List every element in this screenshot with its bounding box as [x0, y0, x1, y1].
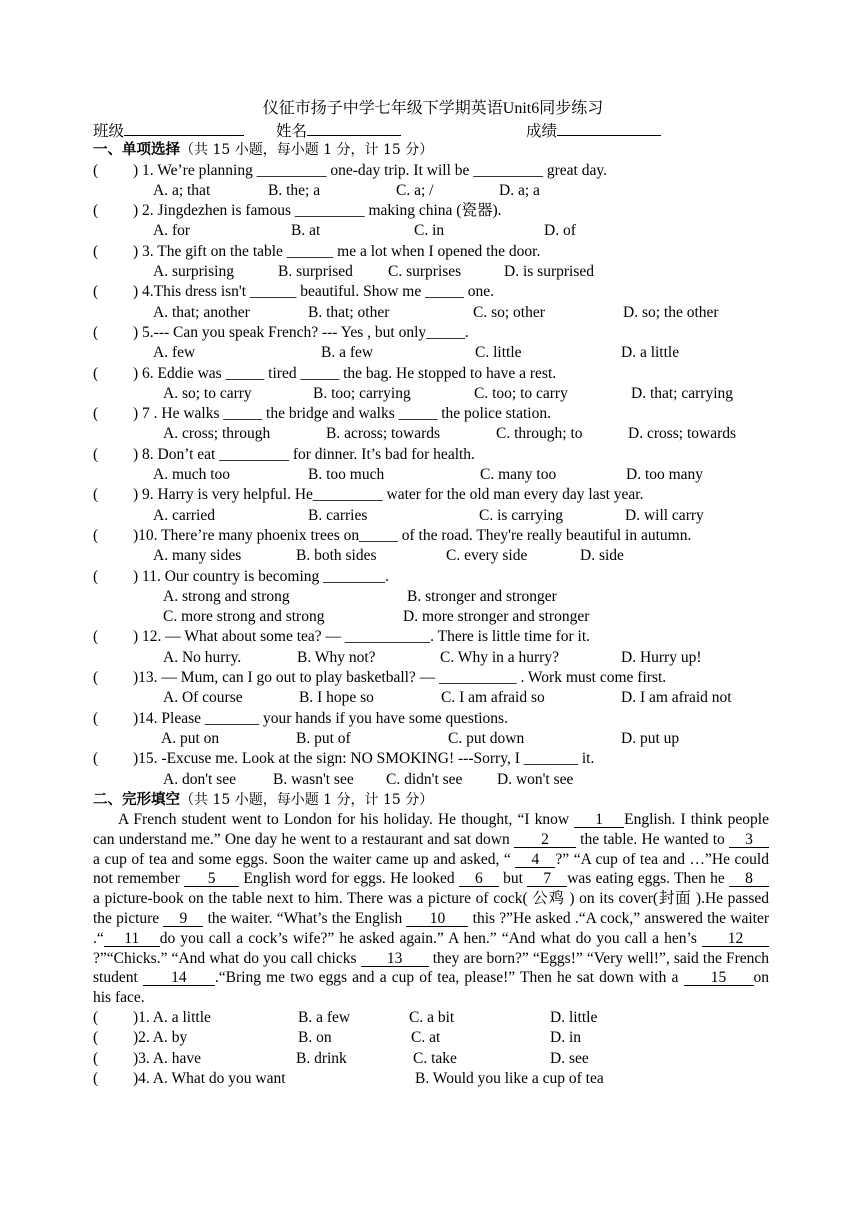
option-b: B. surprised — [278, 263, 353, 281]
cloze-option-a: )1. A. a little — [133, 1009, 211, 1027]
student-info-row — [93, 120, 773, 140]
options-row — [93, 465, 773, 485]
options-row — [93, 688, 773, 708]
answer-bracket[interactable]: ( — [93, 750, 99, 768]
option-d: D. more stronger and stronger — [403, 608, 590, 626]
question-stem: ) 9. Harry is very helpful. He_________ water for the old man every day last year. — [133, 486, 644, 504]
answer-bracket[interactable]: ( — [93, 1049, 99, 1067]
option-d: D. cross; towards — [628, 425, 737, 443]
question-8 — [93, 445, 773, 465]
options-row — [93, 506, 773, 526]
option-c: C. a; / — [396, 181, 434, 199]
question-stem: ) 11. Our country is becoming ________. — [133, 567, 389, 585]
section-2-heading: 二、完形填空（共 15 小题，每小题 1 分，计 15 分） — [93, 791, 434, 808]
question-10 — [93, 526, 773, 546]
question-2 — [93, 201, 773, 221]
question-stem: )14. Please _______ your hands if you have some questions. — [133, 709, 508, 727]
question-3 — [93, 242, 773, 262]
question-4 — [93, 282, 773, 302]
answer-bracket[interactable]: ( — [93, 242, 99, 260]
answer-bracket[interactable]: ( — [93, 405, 99, 423]
option-a: A. so; to carry — [163, 384, 252, 402]
question-5 — [93, 323, 773, 343]
question-stem: ) 8. Don’t eat _________ for dinner. It’s bad for health. — [133, 445, 475, 463]
option-a: A. No hurry. — [163, 648, 242, 666]
blank-4: 4 — [515, 853, 555, 868]
option-a: A. put on — [161, 729, 220, 747]
question-6 — [93, 364, 773, 384]
question-stem: )15. -Excuse me. Look at the sign: NO SMOKING! ---Sorry, I _______ it. — [133, 750, 595, 768]
option-d: D. I am afraid not — [621, 689, 732, 707]
question-stem: ) 7 . He walks _____ the bridge and walks _____ the police station. — [133, 405, 551, 423]
option-b: B. Why not? — [297, 648, 376, 666]
blank-12: 12 — [702, 932, 769, 947]
option-c: C. I am afraid so — [441, 689, 545, 707]
answer-bracket[interactable]: ( — [93, 567, 99, 585]
option-b: B. both sides — [296, 547, 377, 565]
cloze-option-c: C. a bit — [409, 1009, 455, 1027]
answer-bracket[interactable]: ( — [93, 323, 99, 341]
option-c: C. more strong and strong — [163, 608, 325, 626]
answer-bracket[interactable]: ( — [93, 709, 99, 727]
worksheet-page — [93, 98, 773, 1089]
option-b: B. the; a — [268, 181, 321, 199]
multiple-choice-list — [93, 161, 773, 790]
option-d: D. put up — [621, 729, 680, 747]
options-row — [93, 181, 773, 201]
blank-7: 7 — [527, 872, 567, 887]
options-row — [93, 303, 773, 323]
option-a: A. many sides — [153, 547, 242, 565]
option-d: D. so; the other — [623, 303, 719, 321]
name-blank — [307, 120, 401, 136]
option-a: A. that; another — [153, 303, 250, 321]
question-stem: )13. — Mum, can I go out to play basketball? — __________ . Work must come first. — [133, 669, 667, 687]
question-7 — [93, 404, 773, 424]
cloze-question-3 — [93, 1049, 773, 1069]
answer-bracket[interactable]: ( — [93, 1069, 99, 1087]
option-b: B. at — [291, 222, 321, 240]
blank-6: 6 — [459, 872, 499, 887]
option-b: B. that; other — [308, 303, 390, 321]
options-row — [93, 729, 773, 749]
option-c: C. put down — [448, 729, 525, 747]
cloze-option-a: )2. A. by — [133, 1029, 188, 1047]
cloze-option-d: D. in — [550, 1029, 581, 1047]
option-a: A. surprising — [153, 263, 234, 281]
option-c: C. little — [475, 344, 522, 362]
cloze-option-b: B. a few — [298, 1009, 351, 1027]
question-stem: ) 5.--- Can you speak French? --- Yes , but only_____. — [133, 323, 469, 341]
cloze-question-2 — [93, 1028, 773, 1048]
answer-bracket[interactable]: ( — [93, 486, 99, 504]
answer-bracket[interactable]: ( — [93, 161, 99, 179]
options-row — [93, 424, 773, 444]
blank-1: 1 — [574, 813, 624, 828]
question-stem: ) 4.This dress isn't ______ beautiful. Show me _____ one. — [133, 283, 494, 301]
option-c: C. too; to carry — [474, 384, 568, 402]
options-row — [93, 607, 773, 627]
option-d: D. a; a — [499, 181, 540, 199]
option-c: C. many too — [480, 466, 557, 484]
cloze-question-4 — [93, 1069, 773, 1089]
cloze-option-b: B. Would you like a cup of tea — [415, 1069, 604, 1087]
question-stem: ) 12. — What about some tea? — ___________. There is little time for it. — [133, 628, 591, 646]
score-field: 成绩 — [526, 120, 661, 142]
question-1 — [93, 161, 773, 181]
option-c: C. surprises — [388, 263, 462, 281]
option-b: B. too; carrying — [313, 384, 411, 402]
blank-14: 14 — [143, 971, 215, 986]
question-stem: ) 6. Eddie was _____ tired _____ the bag. He stopped to have a rest. — [133, 364, 557, 382]
option-c: C. so; other — [473, 303, 545, 321]
option-b: B. across; towards — [326, 425, 441, 443]
option-b: B. too much — [308, 466, 385, 484]
name-field: 姓名 — [276, 120, 401, 142]
cloze-option-b: B. on — [298, 1029, 332, 1047]
class-blank — [124, 120, 244, 136]
blank-9: 9 — [163, 912, 203, 927]
option-d: D. side — [580, 547, 624, 565]
blank-5: 5 — [184, 872, 239, 887]
cloze-options-list — [93, 1008, 773, 1089]
option-a: A. few — [153, 344, 196, 362]
question-11 — [93, 567, 773, 587]
options-row — [93, 587, 773, 607]
answer-bracket[interactable]: ( — [93, 283, 99, 301]
option-a: A. cross; through — [163, 425, 271, 443]
blank-3: 3 — [729, 833, 769, 848]
cloze-option-d: D. see — [550, 1049, 589, 1067]
question-stem: ) 1. We’re planning _________ one-day trip. It will be _________ great day. — [133, 161, 607, 179]
cloze-option-a: )4. A. What do you want — [133, 1069, 286, 1087]
option-c: C. in — [414, 222, 445, 240]
cloze-option-d: D. little — [550, 1009, 598, 1027]
answer-bracket[interactable]: ( — [93, 445, 99, 463]
question-13 — [93, 668, 773, 688]
question-stem: ) 3. The gift on the table ______ me a lot when I opened the door. — [133, 242, 541, 260]
answer-bracket[interactable]: ( — [93, 526, 99, 544]
option-d: D. won't see — [497, 770, 574, 788]
answer-bracket[interactable]: ( — [93, 628, 99, 646]
option-c: C. every side — [446, 547, 528, 565]
answer-bracket[interactable]: ( — [93, 1009, 99, 1027]
answer-bracket[interactable]: ( — [93, 364, 99, 382]
answer-bracket[interactable]: ( — [93, 202, 99, 220]
option-b: B. carries — [308, 506, 368, 524]
option-d: D. too many — [626, 466, 704, 484]
option-c: C. Why in a hurry? — [440, 648, 559, 666]
cloze-passage: A French student went to London for his holiday. He thought, “I know 1 English. I think people can understand me.” One day he went to a restaurant and sat down 2 the table. He wanted to 3a cup of tea and some eggs. Soon the waiter came up and asked, “ 4 ?” “A cup of tea and …”He could not remember 5 English word for eggs. He looked 6 but 7 was eating eggs. Then he 8a picture-book on the table next to him. There was a picture of cock( 公鸡 ) on its cover(封面 ).He passed the picture 9 the waiter. “What’s the English 10 this ?”He asked .“A cock,” answered the waiter .“ 11 do you call a cock’s wife?” he asked again.” A hen.” “And what do you call a hen’s 12?”“Chicks.” “And what do you call chicks 13 they are born?” “Eggs!” “Very well!”, said the French student 14 .“Bring me two eggs and a cup of tea, please!” Then he sat down with a 15 on his face. — [93, 811, 769, 1007]
option-c: C. didn't see — [386, 770, 463, 788]
option-a: A. don't see — [163, 770, 236, 788]
option-d: D. will carry — [625, 506, 704, 524]
option-a: A. carried — [153, 506, 215, 524]
blank-10: 10 — [406, 912, 468, 927]
question-14 — [93, 709, 773, 729]
blank-13: 13 — [361, 952, 429, 967]
question-stem: )10. There’re many phoenix trees on_____ of the road. They're really beautiful in autumn. — [133, 526, 692, 544]
blank-15: 15 — [684, 971, 754, 986]
answer-bracket[interactable]: ( — [93, 669, 99, 687]
options-row — [93, 546, 773, 566]
option-a: A. strong and strong — [163, 587, 290, 605]
score-blank — [557, 120, 661, 136]
option-d: D. of — [544, 222, 576, 240]
option-d: D. is surprised — [504, 263, 594, 281]
question-15 — [93, 749, 773, 769]
options-row — [93, 343, 773, 363]
option-d: D. Hurry up! — [621, 648, 702, 666]
option-b: B. put of — [296, 729, 351, 747]
option-b: B. stronger and stronger — [407, 587, 557, 605]
options-row — [93, 384, 773, 404]
cloze-option-c: C. at — [411, 1029, 441, 1047]
option-a: A. Of course — [163, 689, 243, 707]
question-12 — [93, 627, 773, 647]
cloze-question-1 — [93, 1008, 773, 1028]
page-title: 仪征市扬子中学七年级下学期英语Unit6同步练习 — [262, 100, 604, 117]
option-b: B. a few — [321, 344, 374, 362]
option-a: A. for — [153, 222, 191, 240]
option-c: C. is carrying — [479, 506, 563, 524]
option-d: D. that; carrying — [631, 384, 734, 402]
section-1-heading: 一、单项选择（共 15 小题，每小题 1 分，计 15 分） — [93, 142, 434, 159]
options-row — [93, 262, 773, 282]
question-9 — [93, 485, 773, 505]
class-field: 班级 — [93, 120, 244, 142]
options-row — [93, 770, 773, 790]
option-a: A. a; that — [153, 181, 211, 199]
question-stem: ) 2. Jingdezhen is famous _________ making china (瓷器). — [133, 202, 502, 220]
blank-11: 11 — [104, 932, 160, 947]
option-b: B. I hope so — [299, 689, 374, 707]
blank-2: 2 — [514, 833, 576, 848]
answer-bracket[interactable]: ( — [93, 1029, 99, 1047]
option-b: B. wasn't see — [273, 770, 354, 788]
options-row — [93, 648, 773, 668]
option-d: D. a little — [621, 344, 680, 362]
cloze-option-b: B. drink — [296, 1049, 347, 1067]
option-a: A. much too — [153, 466, 231, 484]
cloze-option-c: C. take — [413, 1049, 457, 1067]
cloze-option-a: )3. A. have — [133, 1049, 202, 1067]
options-row — [93, 221, 773, 241]
blank-8: 8 — [729, 872, 769, 887]
option-c: C. through; to — [496, 425, 583, 443]
